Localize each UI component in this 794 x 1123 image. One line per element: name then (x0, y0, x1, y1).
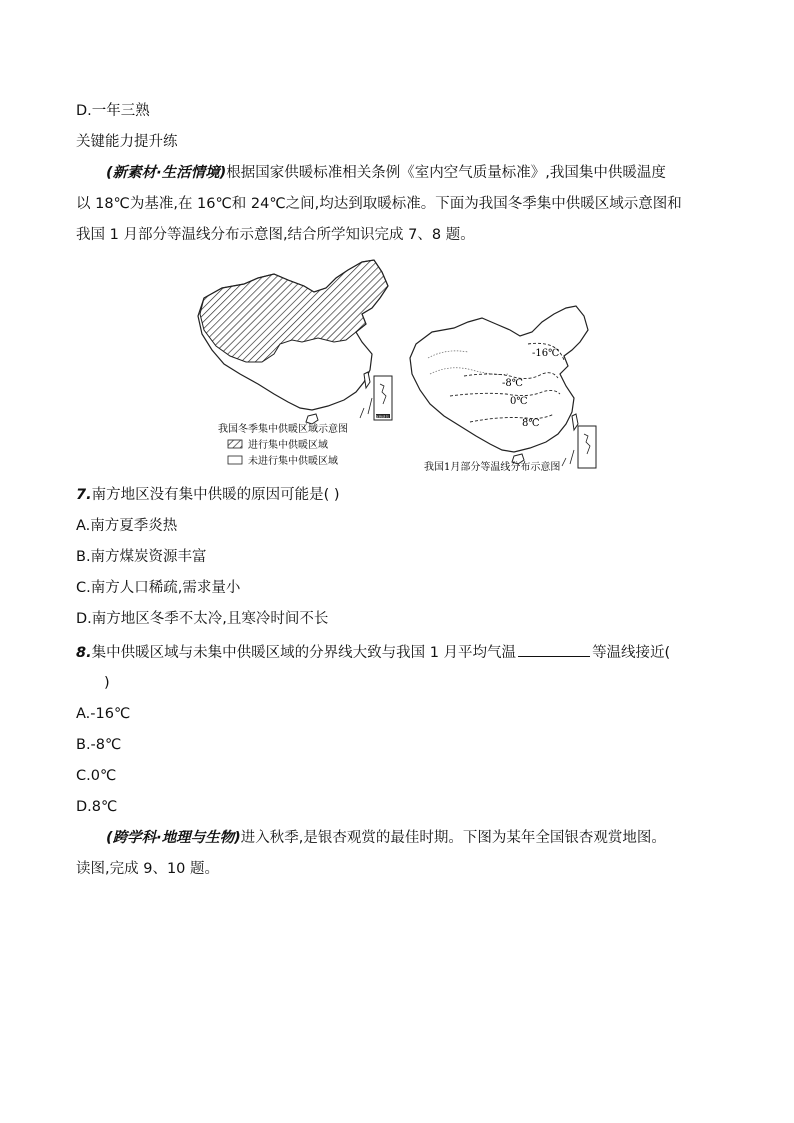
map1-hainan (306, 414, 318, 424)
q7-number: 7. (76, 487, 92, 503)
legend-unheated-swatch (228, 456, 242, 464)
map1-caption: 我国冬季集中供暖区域示意图 (218, 424, 348, 435)
legend-unheated-label: 未进行集中供暖区域 (248, 456, 338, 467)
q7-option-a: A.南方夏季炎热 (76, 518, 178, 534)
q7-stem (76, 485, 340, 505)
map2-china-outline (410, 306, 588, 452)
q8-option-d: D.8℃ (76, 799, 118, 815)
iso-label--8: -8℃ (502, 378, 523, 389)
intro2-tag: (跨学科·地理与生物) (106, 830, 241, 846)
map-figure (196, 258, 600, 476)
iso-label--16: -16℃ (532, 348, 560, 359)
intro1-line2: 以 18℃为基准,在 16℃和 24℃之间,均达到取暖标准。下面为我国冬季集中供暖区域示意图和 (76, 196, 682, 212)
q7-option-c: C.南方人口稀疏,需求量小 (76, 580, 241, 596)
intro2-line1 (106, 828, 666, 848)
q8-stem-close: ) (104, 675, 110, 691)
legend-heated-swatch (228, 440, 242, 448)
legend-heated-label: 进行集中供暖区域 (248, 440, 328, 451)
map1-inset-label: 南海诸岛 (375, 415, 389, 419)
q8-option-c: C.0℃ (76, 768, 117, 784)
map2-caption: 我国1月部分等温线分布示意图 (424, 462, 561, 473)
q7-option-b: B.南方煤炭资源丰富 (76, 549, 207, 565)
map1-taiwan (364, 372, 370, 388)
q8-stem (76, 642, 670, 663)
q7-option-d: D.南方地区冬季不太冷,且寒冷时间不长 (76, 611, 329, 627)
section-title: 关键能力提升练 (76, 134, 178, 150)
intro1-line1-text: 根据国家供暖标准相关条例《室内空气质量标准》,我国集中供暖温度 (226, 165, 666, 181)
q7-stem-text: 南方地区没有集中供暖的原因可能是( ) (91, 487, 340, 503)
iso-label-0: 0℃ (510, 396, 528, 407)
iso-label-8: 8℃ (522, 418, 540, 429)
intro1-tag: (新素材·生活情境) (106, 165, 227, 181)
map1-heating-region (198, 260, 392, 424)
q8-option-b: B.-8℃ (76, 737, 122, 753)
intro1-line3: 我国 1 月部分等温线分布示意图,结合所学知识完成 7、8 题。 (76, 227, 475, 243)
map-figure-svg (196, 258, 600, 476)
intro1-line1 (106, 163, 666, 183)
q8-answer-blank (518, 642, 590, 657)
prev-option-d: D.一年三熟 (76, 103, 150, 119)
intro2-line2: 读图,完成 9、10 题。 (76, 861, 220, 877)
intro2-line1-text: 进入秋季,是银杏观赏的最佳时期。下图为某年全国银杏观赏地图。 (240, 830, 666, 846)
q8-stem-before: 集中供暖区域与未集中供暖区域的分界线大致与我国 1 月平均气温 (91, 645, 517, 661)
map1-inset (374, 376, 392, 420)
q8-number: 8. (76, 645, 92, 661)
q8-stem-after: 等温线接近( (592, 645, 671, 661)
q8-option-a: A.-16℃ (76, 706, 131, 722)
